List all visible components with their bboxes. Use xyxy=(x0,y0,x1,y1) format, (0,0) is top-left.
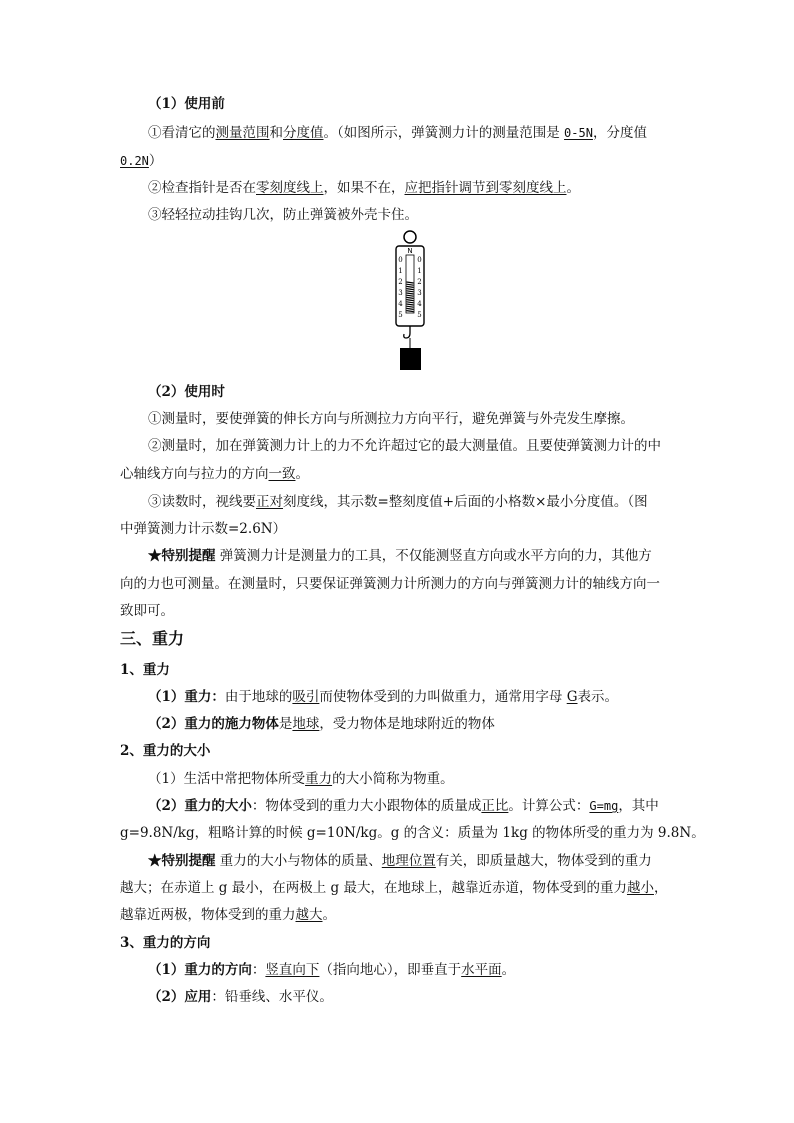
tick-label-left: 5 xyxy=(398,311,403,319)
tip-paragraph-2-line3: 越靠近两极，物体受到的重力越大。 xyxy=(120,907,336,923)
paragraph-gravity-direction: （1）重力的方向：竖直向下（指向地心），即垂直于水平面。 xyxy=(148,962,516,978)
tick-label-right: 2 xyxy=(417,278,422,286)
paragraph-gravity-source: （2）重力的施力物体是地球，受力物体是地球附近的物体 xyxy=(148,716,495,732)
tick-label-right: 5 xyxy=(417,311,422,319)
paragraph-pull-hook: ③轻轻拉动挂钩几次，防止弹簧被外壳卡住。 xyxy=(148,207,418,223)
paragraph-application: （2）应用：铅垂线、水平仪。 xyxy=(148,989,333,1005)
subheading-gravity-direction: 3、重力的方向 xyxy=(120,935,211,951)
tick-label-left: 3 xyxy=(398,289,403,297)
paragraph-range-continued: 0.2N） xyxy=(120,153,163,169)
weight-block xyxy=(400,348,421,370)
section-title-gravity: 三、重力 xyxy=(120,629,185,648)
section-heading-during-use: （2）使用时 xyxy=(148,384,225,400)
tip-paragraph-2: ★特别提醒 重力的大小与物体的质量、地理位置有关，即质量越大，物体受到的重力 xyxy=(148,853,652,869)
paragraph-reading: ③读数时，视线要正对刻度线，其示数=整刻度值+后面的小格数×最小分度值。（图 xyxy=(148,494,648,510)
paragraph-parallel: ①测量时，要使弹簧的伸长方向与所测拉力方向平行，避免弹簧与外壳发生摩擦。 xyxy=(148,411,634,427)
subheading-gravity-magnitude: 2、重力的大小 xyxy=(120,743,211,759)
paragraph-weight: （1）生活中常把物体所受重力的大小简称为物重。 xyxy=(148,771,454,787)
tip-paragraph-2-line2: 越大；在赤道上 g 最小，在两极上 g 最大，在地球上，越靠近赤道，物体受到的重力越小， xyxy=(120,880,668,896)
subheading-gravity: 1、重力 xyxy=(120,662,170,678)
tick-label-left: 1 xyxy=(398,267,403,275)
tick-label-left: 4 xyxy=(398,300,403,308)
hook-icon xyxy=(404,326,410,338)
paragraph-max-value: ②测量时，加在弹簧测力计上的力不允许超过它的最大测量值。且要使弹簧测力计的中 xyxy=(148,438,661,454)
tick-label-right: 4 xyxy=(417,300,422,308)
paragraph-zero-check: ②检查指针是否在零刻度线上，如果不在，应把指针调节到零刻度线上。 xyxy=(148,180,580,196)
unit-label: N xyxy=(407,247,413,255)
section-heading-before-use: （1）使用前 xyxy=(148,96,225,112)
tick-label-right: 3 xyxy=(417,289,422,297)
tip-paragraph-1: ★特别提醒 弹簧测力计是测量力的工具，不仅能测竖直方向或水平方向的力，其他方 xyxy=(148,548,652,564)
paragraph-range-and-division: ①看清它的测量范围和分度值。（如图所示，弹簧测力计的测量范围是 0-5N，分度值 xyxy=(148,125,647,141)
paragraph-gravity-definition: （1）重力：由于地球的吸引而使物体受到的力叫做重力，通常用字母 G表示。 xyxy=(148,689,618,705)
paragraph-max-value-continued: 心轴线方向与拉力的方向一致。 xyxy=(120,466,309,482)
tick-label-right: 1 xyxy=(417,267,422,275)
paragraph-reading-continued: 中弹簧测力计示数=2.6N） xyxy=(120,521,287,537)
paragraph-gravity-formula: （2）重力的大小：物体受到的重力大小跟物体的质量成正比。计算公式：G=mg，其中 xyxy=(148,798,659,814)
tick-label-right: 0 xyxy=(417,256,422,264)
tick-label-left: 2 xyxy=(398,278,403,286)
tick-label-left: 0 xyxy=(398,256,403,264)
spring-scale-figure xyxy=(385,230,441,372)
tip-paragraph-1-line3: 致即可。 xyxy=(120,603,174,619)
paragraph-gravity-formula-continued: g=9.8N/kg，粗略计算的时候 g=10N/kg。g 的含义：质量为 1kg 的物体所受的重力为 9.8N。 xyxy=(120,825,705,841)
top-ring xyxy=(404,231,416,243)
tip-paragraph-1-line2: 向的力也可测量。在测量时，只要保证弹簧测力计所测力的方向与弹簧测力计的轴线方向一 xyxy=(120,576,660,592)
